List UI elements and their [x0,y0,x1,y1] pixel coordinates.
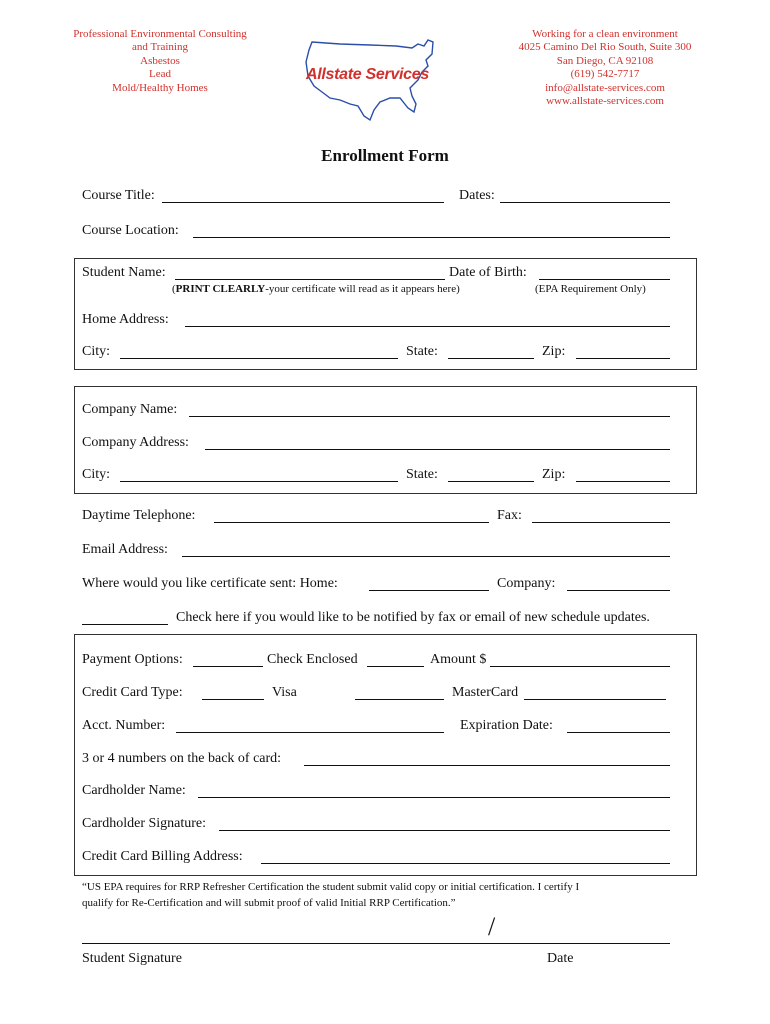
notify-label: Check here if you would like to be notified by fax or email of new schedule updates. [176,610,650,625]
amount-field[interactable] [490,666,670,667]
email-address-field[interactable] [182,556,670,557]
company-city-label: City: [82,467,111,482]
card-security-label: 3 or 4 numbers on the back of card: [82,751,282,766]
header-right-line: 4025 Camino Del Rio South, Suite 300 [518,41,692,54]
home-address-label: Home Address: [82,312,169,327]
date-of-birth-label: Date of Birth: [449,265,527,280]
company-zip-label: Zip: [542,467,566,482]
check-enclosed-label: Check Enclosed [267,652,358,667]
certificate-company-field[interactable] [567,590,670,591]
cardholder-signature-field[interactable] [219,830,670,831]
student-signature-label: Student Signature [82,951,182,966]
fax-field[interactable] [532,522,670,523]
print-clearly-rest: -your certificate will read as it appears here) [265,283,460,295]
daytime-telephone-label: Daytime Telephone: [82,508,196,523]
home-state-label: State: [406,344,438,359]
header-right-line: Working for a clean environment [532,28,678,40]
check-enclosed-field[interactable] [367,666,424,667]
epa-requirement-note: (EPA Requirement Only) [535,283,646,295]
billing-address-field[interactable] [261,863,670,864]
cardholder-signature-label: Cardholder Signature: [82,816,207,831]
payment-options-label: Payment Options: [82,652,183,667]
header-left-line: and Training [132,41,188,54]
mastercard-check-field[interactable] [355,699,444,700]
header-left-line: Mold/Healthy Homes [112,81,208,94]
company-city-field[interactable] [120,481,398,482]
home-zip-label: Zip: [542,344,566,359]
cardholder-name-label: Cardholder Name: [82,783,186,798]
company-state-field[interactable] [448,481,534,482]
header-left-line: Lead [149,68,171,81]
dates-field[interactable] [500,202,670,203]
billing-address-label: Credit Card Billing Address: [82,849,243,864]
course-location-field[interactable] [193,237,670,238]
mastercard-field[interactable] [524,699,666,700]
company-logo [300,36,440,122]
acct-number-label: Acct. Number: [82,718,166,733]
visa-field[interactable] [202,699,264,700]
page-title: Enrollment Form [321,146,449,165]
visa-label: Visa [272,685,297,700]
header-right [500,28,710,108]
certificate-home-field[interactable] [369,590,489,591]
course-title-field[interactable] [162,202,444,203]
course-title-label: Course Title: [82,188,155,203]
home-state-field[interactable] [448,358,534,359]
notify-checkbox-field[interactable] [82,624,168,625]
print-clearly-note: (PRINT CLEARLY-your certificate will read as it appears here) [172,283,460,295]
amount-label: Amount $ [430,652,487,667]
certificate-company-label: Company: [497,576,556,591]
header-left-line: Professional Environmental Consulting [73,28,247,40]
header-left-line: Asbestos [140,54,180,67]
date-of-birth-field[interactable] [539,279,670,280]
expiration-date-label: Expiration Date: [460,718,553,733]
home-address-field[interactable] [185,326,670,327]
header-right-line: (619) 542-7717 [570,68,640,81]
company-zip-field[interactable] [576,481,670,482]
payment-check-field[interactable] [193,666,263,667]
home-city-label: City: [82,344,111,359]
company-name-field[interactable] [189,416,670,417]
header-left [60,28,260,95]
student-name-label: Student Name: [82,265,166,280]
company-name-label: Company Name: [82,402,178,417]
header-right-line: www.allstate-services.com [546,95,664,108]
company-address-label: Company Address: [82,435,189,450]
header-right-line: San Diego, CA 92108 [556,54,654,67]
signature-slash: / [488,912,496,941]
epa-statement-line-2: qualify for Re-Certification and will submit proof of valid Initial RRP Certification.” [82,897,456,909]
card-security-field[interactable] [304,765,670,766]
student-signature-field[interactable] [82,943,670,944]
daytime-telephone-field[interactable] [214,522,489,523]
email-address-label: Email Address: [82,542,168,557]
mastercard-label: MasterCard [452,685,519,700]
header-right-line: info@allstate-services.com [545,81,665,94]
course-location-label: Course Location: [82,223,179,238]
logo-text: Allstate Services [306,66,429,83]
epa-statement-line-1: “US EPA requires for RRP Refresher Certification the student submit valid copy or initial certification. I certify I [82,881,580,893]
acct-number-field[interactable] [176,732,444,733]
cardholder-name-field[interactable] [198,797,670,798]
print-clearly-bold: PRINT CLEARLY [175,283,266,295]
expiration-date-field[interactable] [567,732,670,733]
fax-label: Fax: [497,508,522,523]
home-city-field[interactable] [120,358,398,359]
date-label: Date [547,951,574,966]
credit-card-type-label: Credit Card Type: [82,685,183,700]
student-name-field[interactable] [175,279,445,280]
company-address-field[interactable] [205,449,670,450]
certificate-sent-label: Where would you like certificate sent: Home: [82,576,338,591]
dates-label: Dates: [459,188,495,203]
home-zip-field[interactable] [576,358,670,359]
company-state-label: State: [406,467,438,482]
